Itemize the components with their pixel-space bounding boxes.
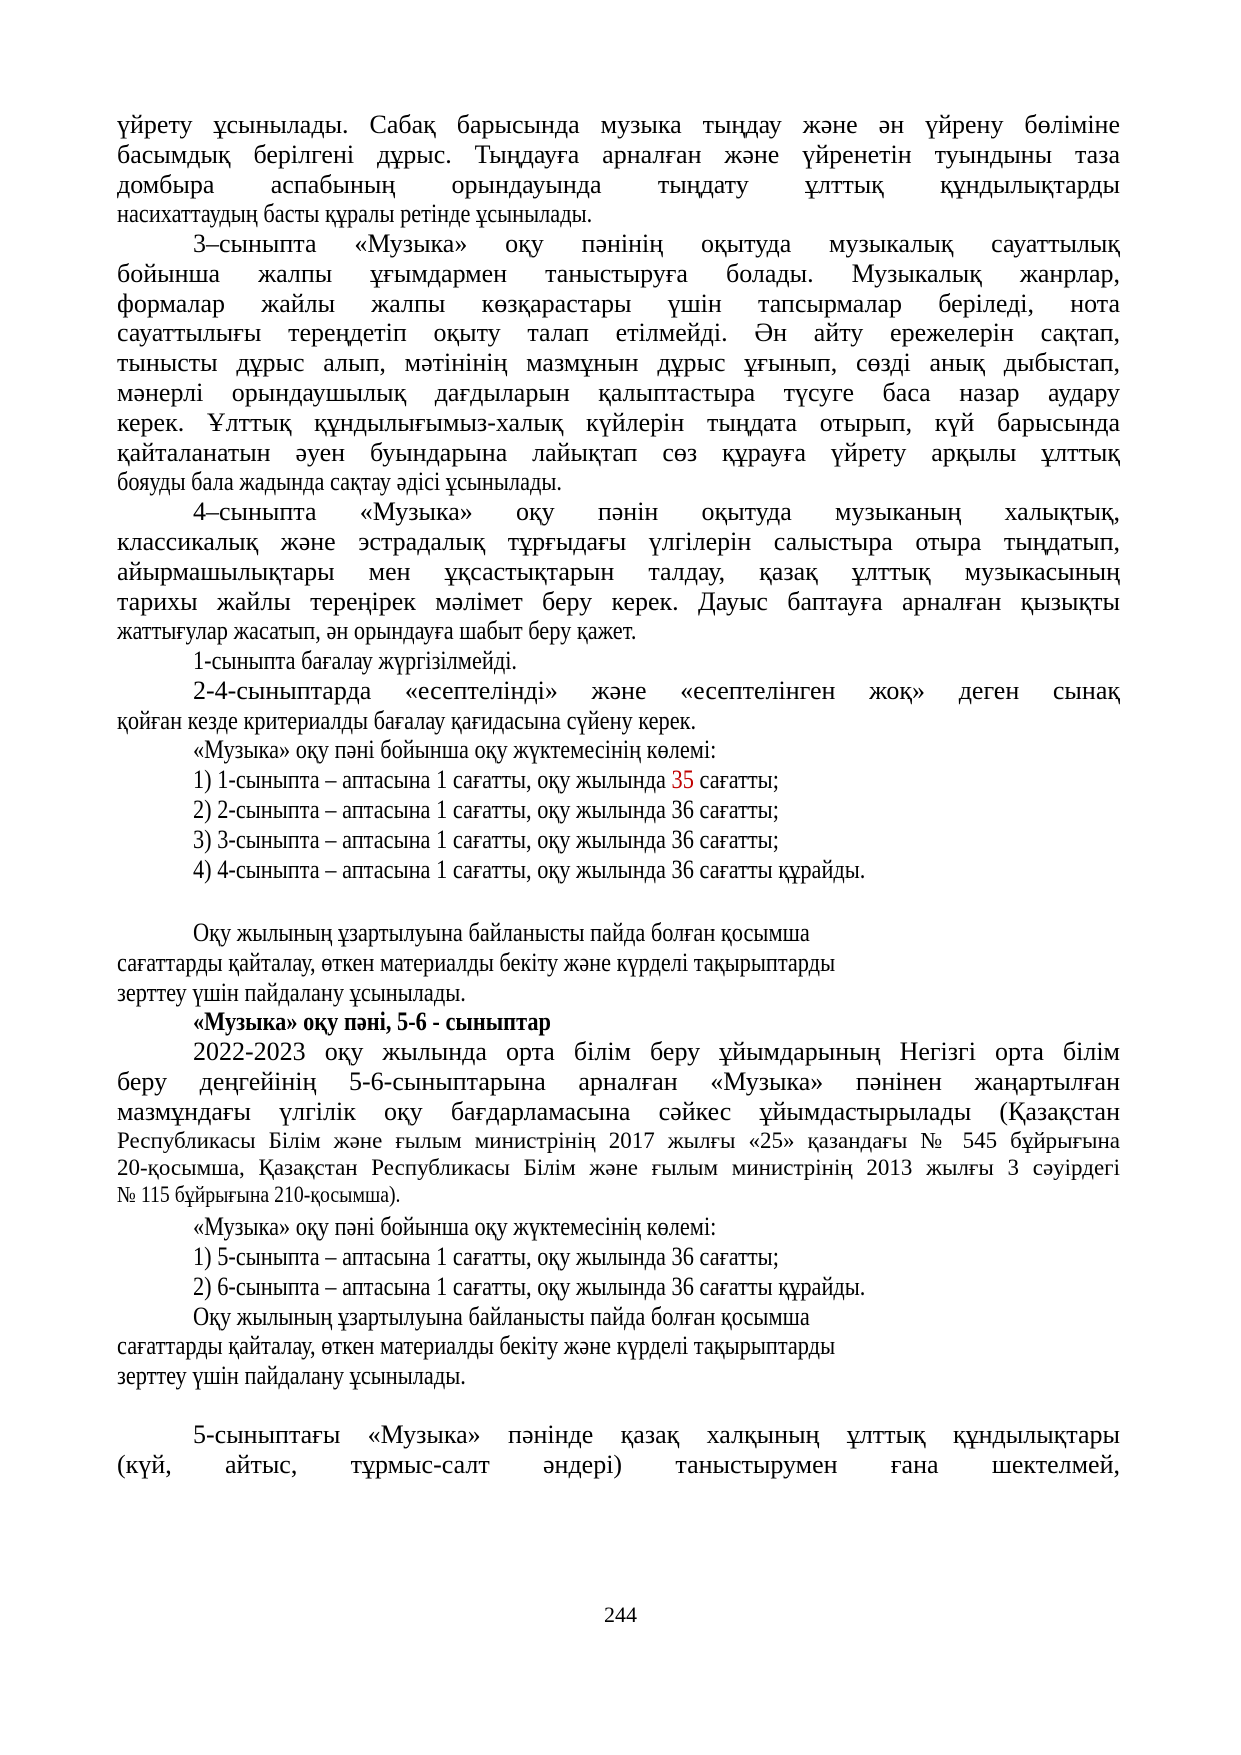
hours-list-item-1 (193, 765, 990, 795)
footnote-line: Республикасы Білім және ғылым министрінің 2017 жылғы «25» қазандағы № 545 бұйрығына (117, 1128, 1120, 1153)
text-line: сағаттарды қайталау, өткен материалды бекіту және күрделі тақырыптарды (117, 1331, 836, 1360)
text-line: мәнерлі орындаушылық дағдыларын қалыптастыра түсуге баса назар аудару (117, 378, 1120, 407)
text-line: формалар жайлы жалпы көзқарастары үшін тапсырмалар беріледі, нота (117, 289, 1120, 318)
text-line: «Музыка» оқу пәні бойынша оқу жүктемесінің көлемі: (193, 1212, 717, 1241)
text-line: 3–сыныпта «Музыка» оқу пәнінің оқытуда музыкалық сауаттылық (193, 229, 1120, 258)
text-line: қайталанатын әуен буындарына лайықтап сөз құрауға үйрету арқылы ұлттық (117, 438, 1120, 467)
text-line: айырмашылықтары мен ұқсастықтарын талдау, қазақ ұлттық музыкасының (117, 557, 1120, 586)
highlighted-hours-value: 35 (671, 765, 694, 794)
text-line: беру деңгейінің 5-6-сыныптарына арналған «Музыка» пәнінен жаңартылған (117, 1067, 1120, 1096)
text-line: Оқу жылының ұзартылуына байланысты пайда болған қосымша (193, 1302, 810, 1331)
text-line: насихаттаудың басты құралы ретінде ұсынылады. (117, 199, 593, 228)
text-line: үйрету ұсынылады. Сабақ барысында музыка тыңдау және ән үйрену бөліміне (117, 110, 1120, 139)
text-line: бояуды бала жадында сақтау әдісі ұсынылады. (117, 467, 562, 496)
text-line: мазмұндағы үлгілік оқу бағдарламасына сәйкес ұйымдастырылады (Қазақстан (117, 1097, 1120, 1126)
footnote-line: № 115 бұйрығына 210-қосымша). (117, 1182, 401, 1207)
text-line: Оқу жылының ұзартылуына байланысты пайда болған қосымша (193, 918, 810, 947)
section-heading: «Музыка» оқу пәні, 5-6 - сыныптар (193, 1007, 551, 1036)
text-line: зерттеу үшін пайдалану ұсынылады. (117, 1361, 466, 1390)
footnote-line: 20-қосымша, Қазақстан Республикасы Білім және ғылым министрінің 2013 жылғы 3 сәуірдегі (117, 1155, 1120, 1180)
text-line: 4) 4-сыныпта – аптасына 1 сағатты, оқу жылында 36 сағатты құрайды. (193, 855, 866, 884)
page-number: 244 (604, 1602, 637, 1627)
text-line: 5-сыныптағы «Музыка» пәнінде қазақ халқының ұлттық құндылықтары (193, 1420, 1120, 1449)
text-line: керек. Ұлттық құндылығымыз-халық күйлерін тыңдата отырып, күй барысында (117, 408, 1120, 437)
text-line: басымдық берілгені дұрыс. Тыңдауға арналған және үйренетін туындыны таза (117, 140, 1120, 169)
text-line: 1) 5-сыныпта – аптасына 1 сағатты, оқу жылында 36 сағатты; (193, 1242, 779, 1271)
text-line: сауаттылығы тереңдетіп оқыту талап етілмейді. Ән айту ережелерін сақтап, (117, 318, 1120, 347)
text-line: 2022-2023 оқу жылында орта білім беру ұйымдарының Негізгі орта білім (193, 1037, 1120, 1066)
text-line: 2) 2-сыныпта – аптасына 1 сағатты, оқу жылында 36 сағатты; (193, 795, 779, 824)
text-line: қойған кезде критериалды бағалау қағидасына сүйену керек. (117, 706, 697, 735)
text-line: тарихы жайлы тереңірек мәлімет беру керек. Дауыс баптауға арналған қызықты (117, 587, 1120, 616)
hours-text-end: сағатты; (693, 765, 779, 794)
text-line: тынысты дұрыс алып, мәтінінің мазмұнын дұрыс ұғынып, сөзді анық дыбыстап, (117, 348, 1120, 377)
text-line: 3) 3-сыныпта – аптасына 1 сағатты, оқу жылында 36 сағатты; (193, 825, 779, 854)
hours-text: 1) 1-сыныпта – аптасына 1 сағатты, оқу жылында (193, 765, 672, 794)
text-line: 4–сыныпта «Музыка» оқу пәнін оқытуда музыканың халықтық, (193, 497, 1120, 526)
text-line: сағаттарды қайталау, өткен материалды бекіту және күрделі тақырыптарды (117, 948, 836, 977)
text-line: домбыра аспабының орындауында тыңдату ұлттық құндылықтарды (117, 170, 1120, 199)
text-line: 1-сыныпта бағалау жүргізілмейді. (193, 646, 518, 675)
text-line: жаттығулар жасатып, ән орындауға шабыт беру қажет. (117, 616, 637, 645)
text-line: бойынша жалпы ұғымдармен таныстыруға болады. Музыкалық жанрлар, (117, 259, 1120, 288)
text-line: зерттеу үшін пайдалану ұсынылады. (117, 978, 466, 1007)
text-line: классикалық және эстрадалық тұрғыдағы үлгілерін салыстыра отыра тыңдатып, (117, 527, 1120, 556)
text-line: 2) 6-сыныпта – аптасына 1 сағатты, оқу жылында 36 сағатты құрайды. (193, 1272, 866, 1301)
text-line: (күй, айтыс, тұрмыс-салт әндері) таныстырумен ғана шектелмей, (117, 1450, 1120, 1479)
text-line: 2-4-сыныптарда «есептелінді» және «есептелінген жоқ» деген сынақ (193, 676, 1120, 705)
text-line: «Музыка» оқу пәні бойынша оқу жүктемесінің көлемі: (193, 735, 717, 764)
